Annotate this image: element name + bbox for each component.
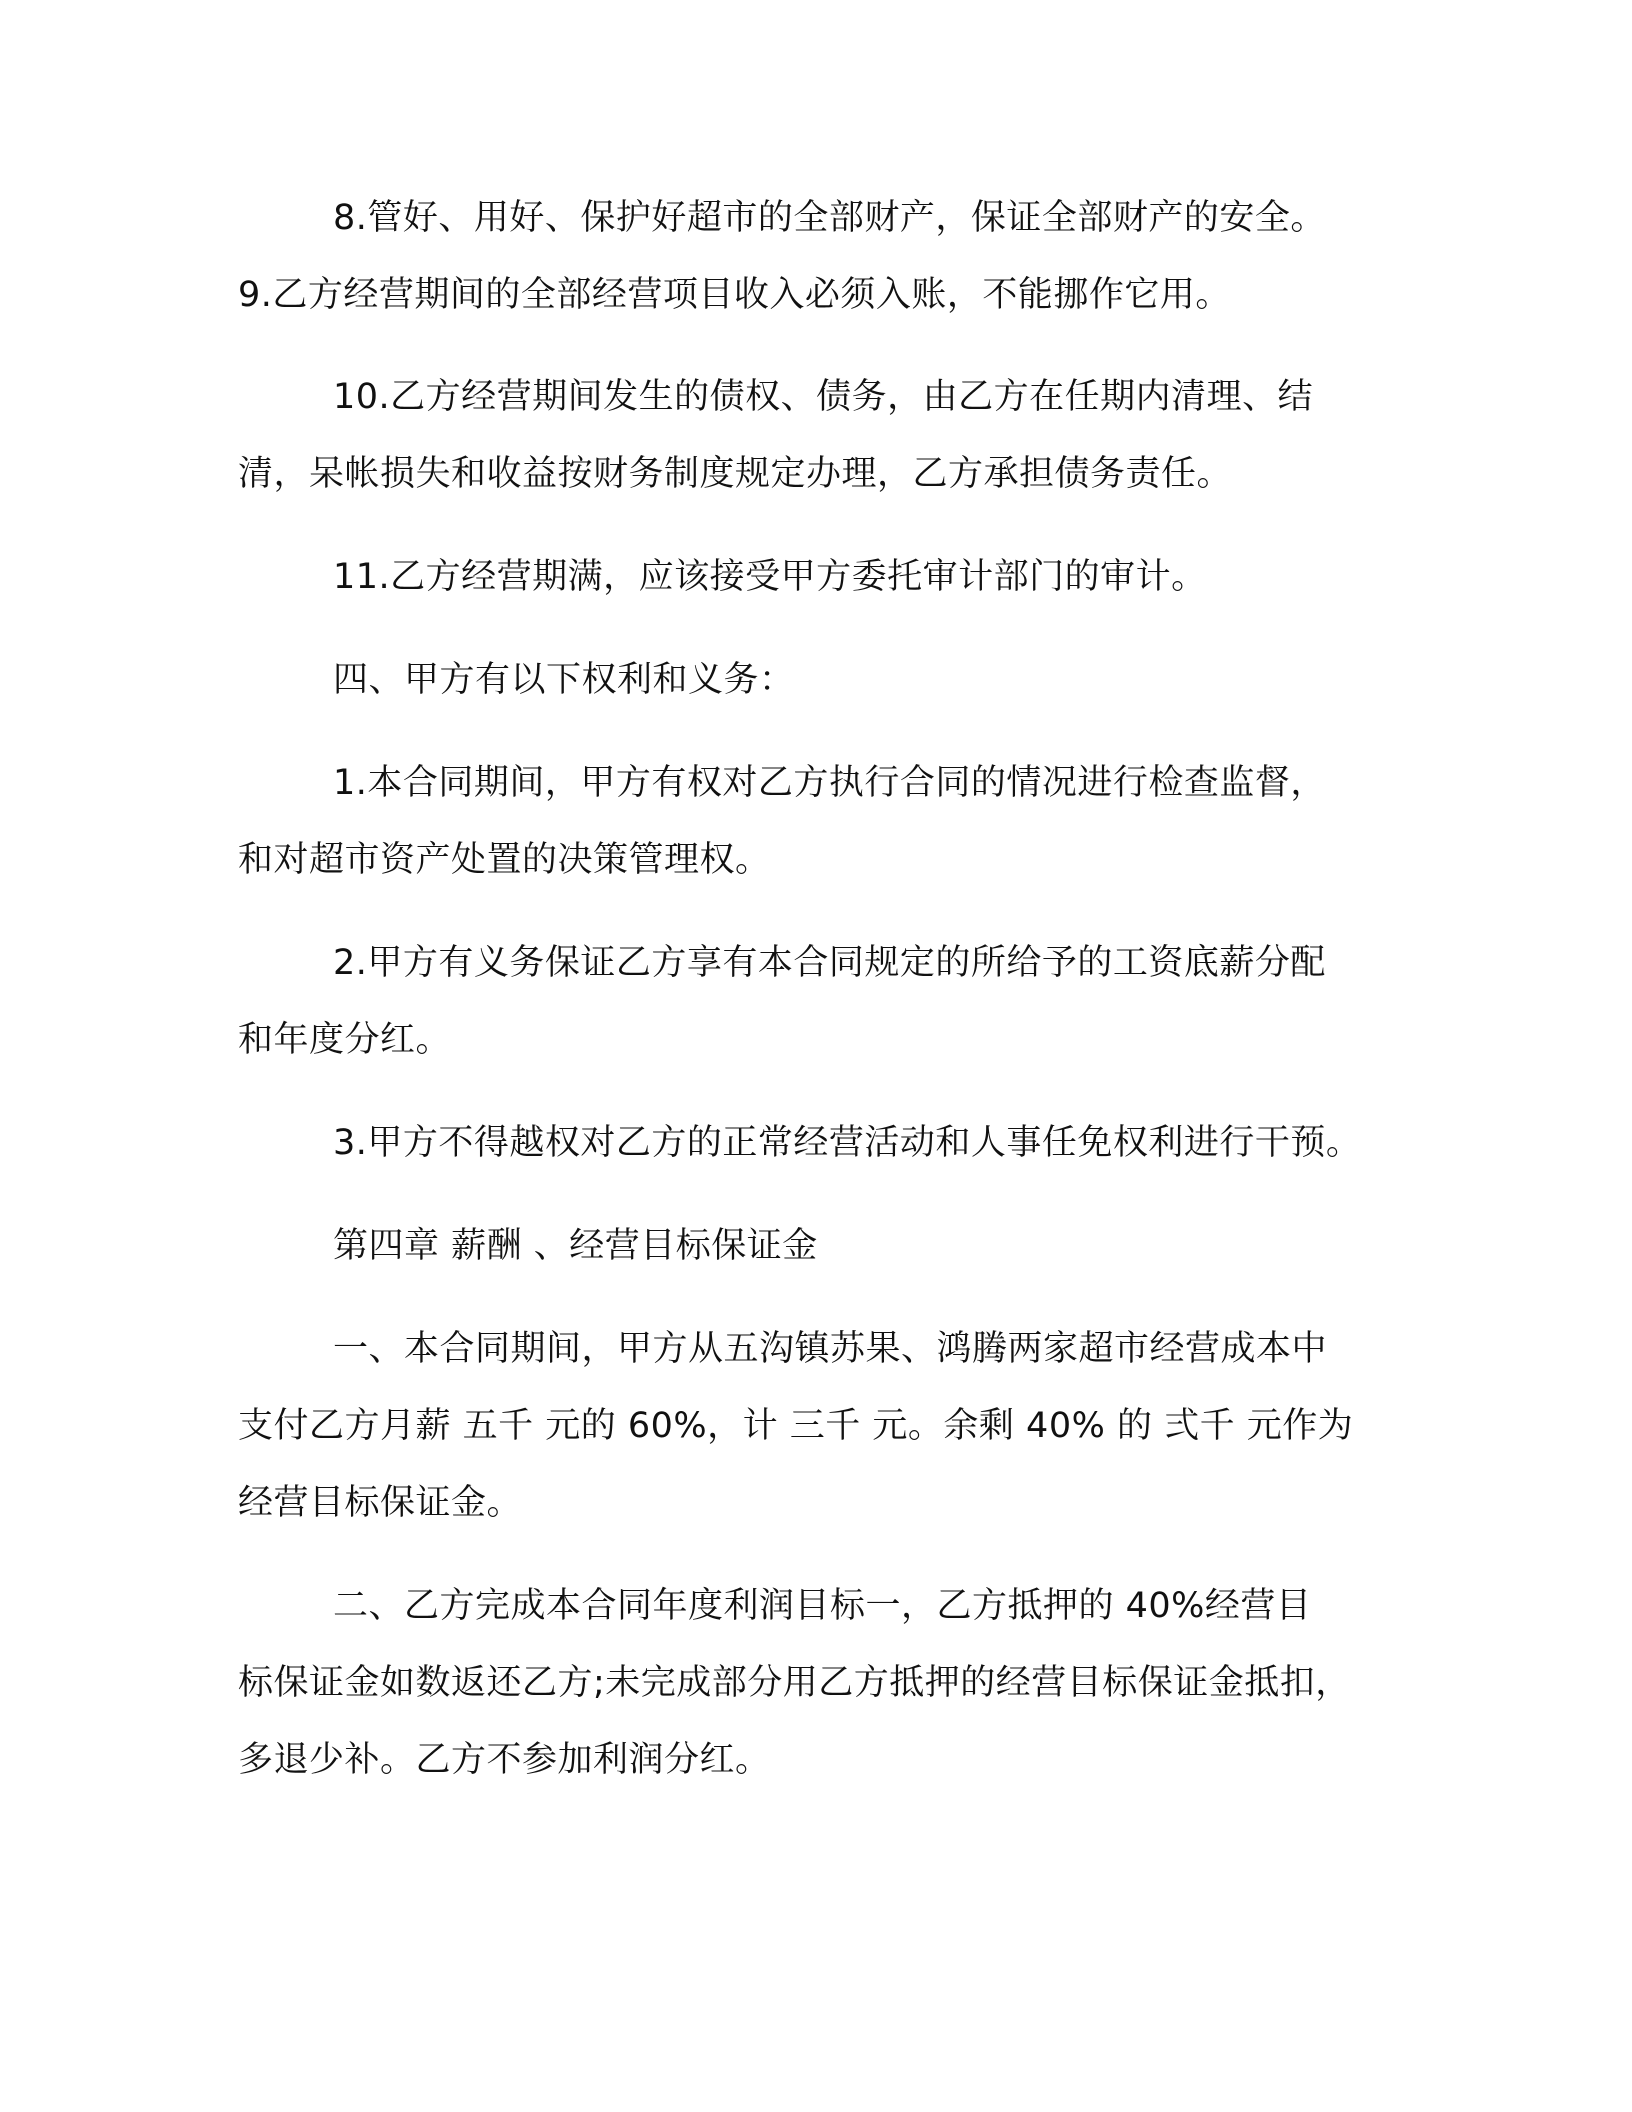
party-a-clause-3: 3.甲方不得越权对乙方的正常经营活动和人事任免权利进行干预。: [333, 1123, 1362, 1163]
clause-10-line-2: 清，呆帐损失和收益按财务制度规定办理，乙方承担债务责任。: [238, 454, 1233, 494]
clause-9: 9.乙方经营期间的全部经营项目收入必须入账，不能挪作它用。: [238, 275, 1231, 315]
salary-clause-1-line-3: 经营目标保证金。: [238, 1483, 523, 1523]
salary-clause-2-line-1: 二、乙方完成本合同年度利润目标一，乙方抵押的 40%经营目: [333, 1586, 1312, 1626]
section-heading-party-a-rights: 四、甲方有以下权利和义务：: [333, 660, 795, 700]
party-a-clause-2-line-2: 和年度分红。: [238, 1020, 452, 1060]
salary-clause-1-line-2: 支付乙方月薪 五千 元的 60%，计 三千 元。余剩 40% 的 弍千 元作为: [238, 1406, 1354, 1446]
clause-8: 8.管好、用好、保护好超市的全部财产，保证全部财产的安全。: [333, 198, 1326, 238]
chapter-heading: 第四章 薪酬 、经营目标保证金: [333, 1226, 818, 1266]
salary-clause-2-line-3: 多退少补。乙方不参加利润分红。: [238, 1740, 771, 1780]
party-a-clause-2-line-1: 2.甲方有义务保证乙方享有本合同规定的所给予的工资底薪分配: [333, 943, 1326, 983]
salary-clause-1-line-1: 一、本合同期间，甲方从五沟镇苏果、鸿腾两家超市经营成本中: [333, 1329, 1328, 1369]
party-a-clause-1-line-1: 1.本合同期间，甲方有权对乙方执行合同的情况进行检查监督，: [333, 763, 1326, 803]
clause-11: 11.乙方经营期满，应该接受甲方委托审计部门的审计。: [333, 557, 1207, 597]
party-a-clause-1-line-2: 和对超市资产处置的决策管理权。: [238, 840, 771, 880]
salary-clause-2-line-2: 标保证金如数返还乙方;未完成部分用乙方抵押的经营目标保证金抵扣，: [238, 1663, 1351, 1703]
clause-10-line-1: 10.乙方经营期间发生的债权、债务，由乙方在任期内清理、结: [333, 377, 1314, 417]
